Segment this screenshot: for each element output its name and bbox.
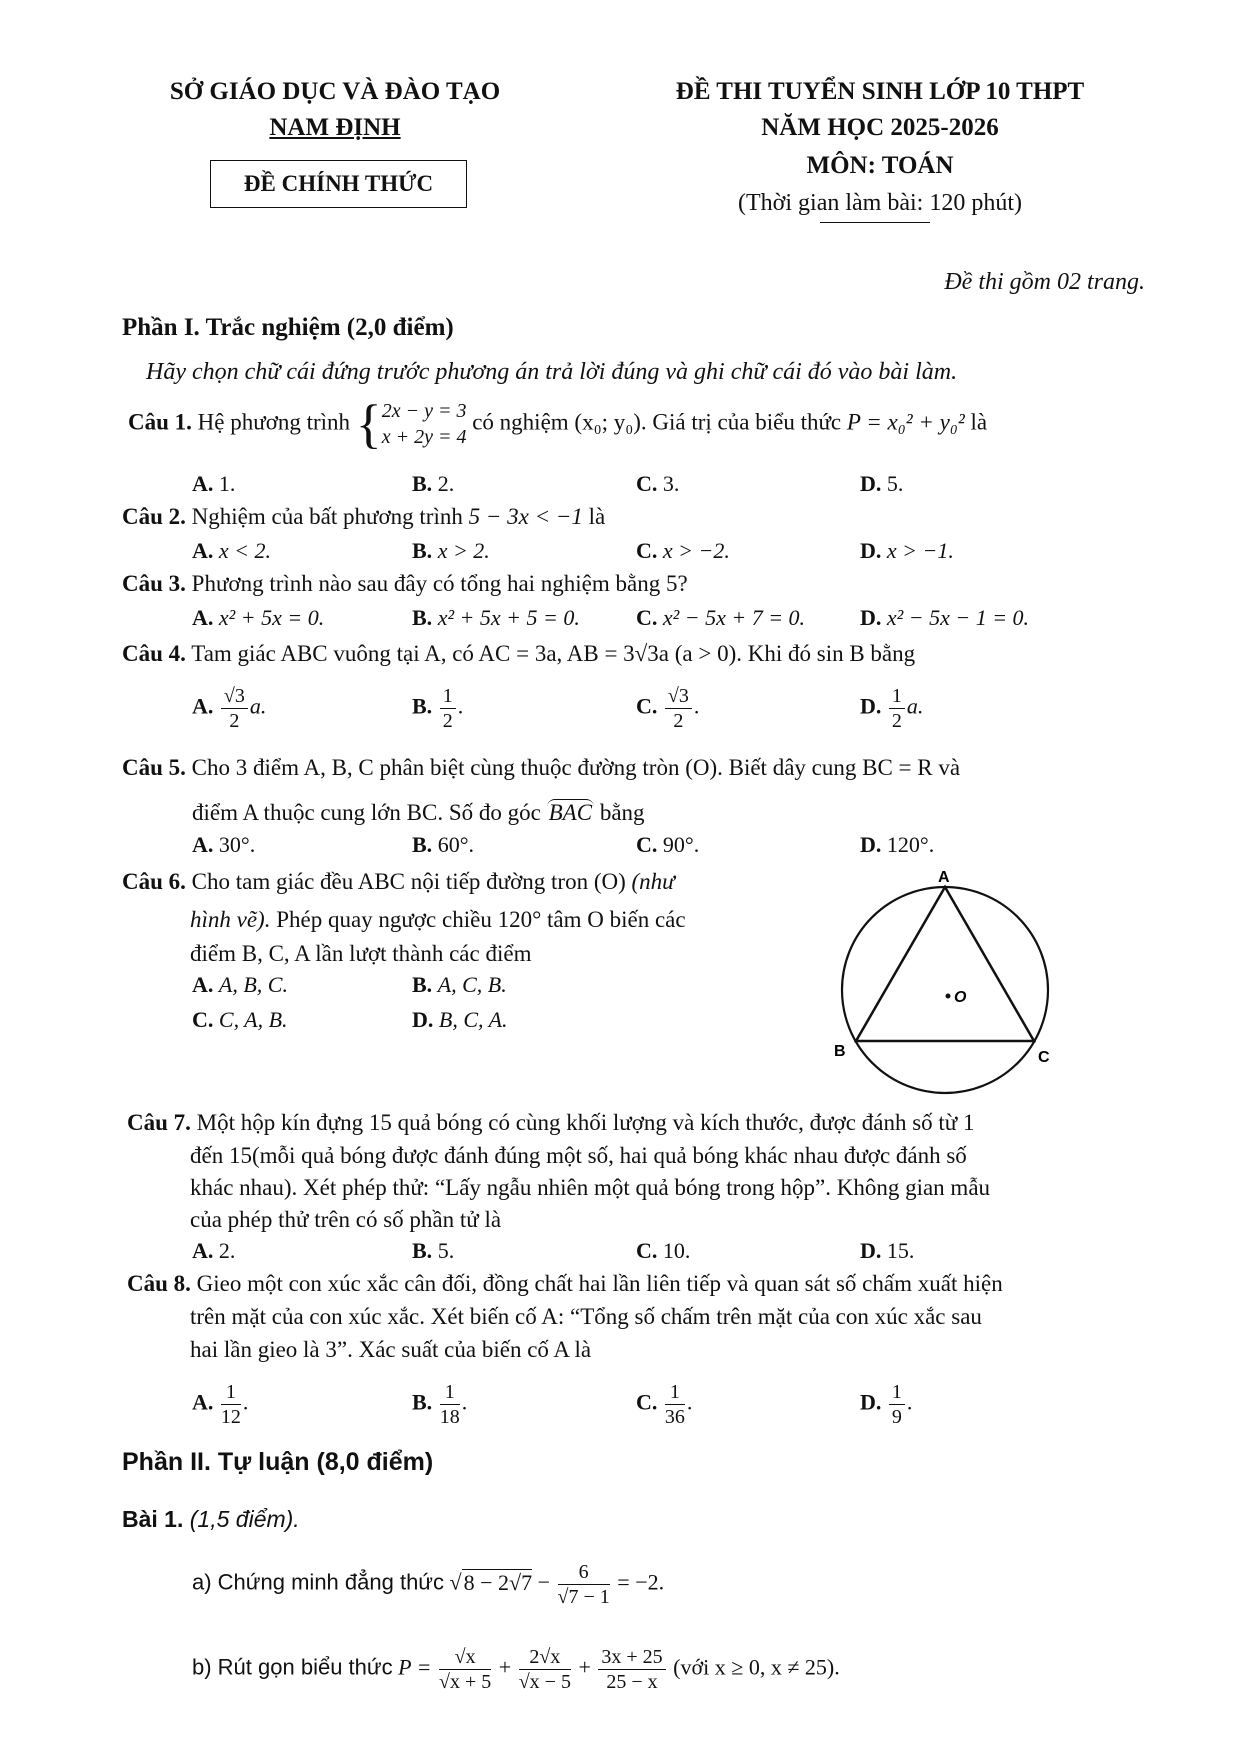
option-letter: A.	[192, 972, 214, 997]
subject: MÔN: TOÁN	[806, 152, 954, 179]
option-text: 3.	[662, 471, 680, 496]
option-text: 90°.	[662, 832, 700, 857]
q8-option-b: B. $\frac{1}{18}$ .	[412, 1381, 468, 1428]
q6-line1-italic: (như	[631, 869, 675, 894]
fraction	[440, 1380, 460, 1429]
q1-system	[382, 398, 467, 450]
fraction	[221, 684, 248, 733]
question-4	[122, 638, 915, 670]
q5-line2-pre: điểm A thuộc cung lớn BC. Số đo góc	[192, 800, 541, 825]
option-text: 60°.	[437, 832, 474, 857]
question-6	[122, 866, 675, 898]
plus-sign: +	[498, 1654, 512, 1680]
q1-option-a	[192, 471, 235, 497]
q8-option-c: C. $\frac{1}{36}$ .	[636, 1381, 693, 1428]
q2-text: Nghiệm của bất phương trình	[191, 504, 463, 529]
q3-label: Câu 3.	[122, 571, 186, 596]
option-letter: C.	[636, 471, 658, 496]
numerator: 1	[440, 684, 456, 709]
q8-option-a: A. $\frac{1}{12}$ .	[192, 1381, 249, 1428]
numerator: √3	[221, 684, 248, 709]
numerator: √3	[665, 684, 692, 709]
question-8	[127, 1268, 1003, 1300]
q2-option-b	[412, 538, 490, 564]
option-letter: C.	[636, 693, 658, 719]
label-o: O	[954, 989, 967, 1006]
q1-option-c	[636, 471, 679, 497]
label-a: A	[938, 869, 950, 886]
option-letter: C.	[636, 538, 658, 563]
bai1-points: (1,5 điểm).	[189, 1506, 300, 1532]
plus-sign: +	[578, 1654, 591, 1680]
option-text: A, C, B.	[437, 972, 507, 997]
q1-option-d	[860, 471, 903, 497]
exam-title: ĐỀ THI TUYỂN SINH LỚP 10 THPT	[675, 78, 1085, 105]
fraction	[558, 1560, 610, 1609]
p-equals: P =	[398, 1654, 432, 1680]
q7-line2: đến 15(mỗi quả bóng được đánh đúng một số, hai quả bóng khác nhau được đánh số	[190, 1143, 967, 1168]
option-letter: C.	[636, 832, 658, 857]
q2-label: Câu 2.	[122, 504, 186, 529]
q4-option-d	[860, 684, 923, 733]
option-letter: B.	[412, 832, 433, 857]
option-text: 2.	[437, 471, 455, 496]
q4-option-a	[192, 684, 266, 733]
pages-note: Đề thi gồm 02 trang.	[944, 269, 1145, 295]
school-year: NĂM HỌC 2025-2026	[761, 114, 999, 141]
denominator: 2	[229, 710, 240, 732]
option-text: 2.	[218, 1238, 236, 1263]
q6-line1: Cho tam giác đều ABC nội tiếp đường tron (O)	[191, 869, 626, 894]
option-tail: .	[693, 693, 700, 719]
fraction-1	[439, 1645, 491, 1694]
q1-eq2: x + 2y = 4	[381, 426, 467, 448]
denominator: √7 − 1	[557, 1586, 610, 1608]
option-text: A, B, C.	[218, 972, 288, 997]
option-letter: C.	[636, 605, 658, 630]
q6-line2-italic: hình vẽ).	[190, 907, 271, 932]
denominator: √x − 5	[518, 1671, 571, 1693]
fraction	[889, 1380, 905, 1429]
numerator: 1	[889, 1380, 905, 1405]
option-letter: A.	[192, 832, 214, 857]
part-a-result: = −2.	[617, 1569, 665, 1595]
option-text: B, C, A.	[438, 1007, 508, 1032]
label-c: C	[1038, 1049, 1050, 1066]
option-letter: D.	[412, 1007, 434, 1032]
q6-line2-text: Phép quay ngược chiều 120° tâm O biến các	[276, 907, 686, 932]
option-letter: B.	[412, 605, 433, 630]
q5-option-b	[412, 832, 474, 858]
option-text: x² − 5x − 1 = 0.	[886, 605, 1030, 630]
option-letter: D.	[860, 1389, 882, 1415]
q3-option-d	[860, 605, 1029, 631]
q1-option-b	[412, 471, 454, 497]
center-point	[946, 994, 951, 999]
option-text: x > −2.	[662, 538, 730, 563]
circle-o	[842, 887, 1048, 1093]
q5-option-a	[192, 832, 255, 858]
bai1-part-b	[192, 1645, 840, 1694]
option-letter: D.	[860, 832, 882, 857]
q7-line4: của phép thử trên có số phần tử là	[190, 1207, 502, 1232]
part1-title: Phần I. Trắc nghiệm (2,0 điểm)	[122, 314, 454, 341]
q7-option-c	[636, 1238, 690, 1264]
option-text: C, A, B.	[218, 1007, 288, 1032]
option-letter: D.	[860, 693, 882, 719]
option-text: x² + 5x + 5 = 0.	[437, 605, 580, 630]
q2-option-a	[192, 538, 271, 564]
province-name: NAM ĐỊNH	[269, 114, 401, 141]
option-letter: D.	[860, 538, 882, 563]
q2-post: là	[588, 504, 606, 529]
option-tail: a.	[906, 693, 924, 719]
q2-option-d	[860, 538, 954, 564]
question-7	[127, 1107, 975, 1139]
part-b-condition: (với x ≥ 0, x ≠ 25).	[673, 1654, 840, 1680]
denominator: 25 − x	[606, 1671, 658, 1693]
option-tail: .	[457, 693, 464, 719]
numerator: 1	[889, 684, 905, 709]
option-text: 30°.	[218, 832, 256, 857]
q7-option-a	[192, 1238, 235, 1264]
q8-option-d: D. $\frac{1}{9}$ .	[860, 1381, 913, 1428]
q5-line1: Cho 3 điểm A, B, C phân biệt cùng thuộc đường tròn (O). Biết dây cung BC = R và	[191, 755, 961, 780]
q7-line3: khác nhau). Xét phép thử: “Lấy ngẫu nhiên một quả bóng trong hộp”. Không gian mẫu	[190, 1175, 991, 1200]
bai1-label: Bài 1.	[122, 1506, 184, 1532]
numerator: 6	[558, 1560, 610, 1585]
q7-option-d	[860, 1238, 914, 1264]
option-letter: C.	[636, 1389, 658, 1415]
option-letter: A.	[192, 605, 214, 630]
q3-option-b	[412, 605, 580, 631]
option-text: 120°.	[886, 832, 935, 857]
time-underline	[820, 222, 930, 223]
option-letter: C.	[636, 1238, 658, 1263]
option-text: 5.	[437, 1238, 455, 1263]
option-letter: B.	[412, 693, 433, 719]
q1-expr: P = x₀² + y₀²	[846, 409, 965, 435]
q5-line2-post: bằng	[599, 800, 645, 825]
q1-label: Câu 1.	[128, 409, 192, 435]
fraction	[665, 1380, 685, 1429]
denominator: 18	[439, 1406, 460, 1428]
option-text: x < 2.	[218, 538, 272, 563]
option-text: 10.	[662, 1238, 691, 1263]
question-5	[122, 752, 960, 784]
numerator: 1	[440, 1380, 460, 1405]
q4-label: Câu 4.	[122, 641, 186, 666]
option-text: x > −1.	[886, 538, 954, 563]
option-text: 15.	[886, 1238, 915, 1263]
q8-line2: trên mặt của con xúc xắc. Xét biến cố A: “Tổng số chấm trên mặt của con xúc xắc sau	[190, 1304, 982, 1329]
part1-instruction: Hãy chọn chữ cái đứng trước phương án trả lời đúng và ghi chữ cái đó vào bài làm.	[146, 359, 958, 385]
q5-label: Câu 5.	[122, 755, 186, 780]
fraction	[221, 1380, 241, 1429]
q6-option-a	[192, 972, 288, 998]
option-letter: A.	[192, 471, 214, 496]
option-text: x² − 5x + 7 = 0.	[662, 605, 806, 630]
numerator: 2√x	[519, 1645, 571, 1670]
option-letter: D.	[860, 1238, 882, 1263]
numerator: √x	[439, 1645, 491, 1670]
option-letter: D.	[860, 471, 882, 496]
denominator: 36	[664, 1406, 685, 1428]
numerator: 3x + 25	[598, 1645, 665, 1670]
q7-option-b	[412, 1238, 454, 1264]
q7-line1: Một hộp kín đựng 15 quả bóng có cùng khối lượng và kích thước, được đánh số từ 1	[196, 1110, 975, 1135]
denominator: 2	[891, 710, 902, 732]
q1-post: là	[970, 409, 988, 435]
option-text: x > 2.	[437, 538, 490, 563]
sqrt-radicand: 8 − 2√7	[463, 1569, 533, 1595]
option-text: 1.	[218, 471, 236, 496]
q3-text: Phương trình nào sau đây có tổng hai nghiệm bằng 5?	[191, 571, 688, 596]
numerator: 1	[221, 1380, 241, 1405]
q5-option-d	[860, 832, 934, 858]
q5-option-c	[636, 832, 699, 858]
q1-pre: Hệ phương trình	[197, 409, 351, 435]
denominator: √x + 5	[439, 1671, 492, 1693]
q6-option-b	[412, 972, 507, 998]
angle-bac: BAC	[548, 800, 593, 825]
denominator: 9	[891, 1406, 902, 1428]
option-letter: A.	[192, 1389, 214, 1415]
q8-line1: Gieo một con xúc xắc cân đối, đồng chất hai lần liên tiếp và quan sát số chấm xuất hiện	[196, 1271, 1003, 1296]
q6-line2	[190, 904, 686, 936]
system-brace: {	[355, 394, 382, 454]
q6-figure	[830, 868, 1060, 1098]
fraction	[440, 684, 456, 733]
denominator: 2	[442, 710, 453, 732]
q6-option-d	[412, 1007, 508, 1033]
option-letter: B.	[412, 1238, 433, 1263]
minus-sign: −	[537, 1569, 551, 1595]
fraction-2	[519, 1645, 571, 1694]
triangle-abc	[856, 887, 1034, 1041]
part-b-text: b) Rút gọn biểu thức	[192, 1654, 393, 1680]
q5-line2	[192, 797, 645, 829]
part2-title: Phần II. Tự luận (8,0 điểm)	[122, 1448, 434, 1476]
bai1-part-a: a) Chứng minh đẳng thức √8 − 2√7 − $\frac{6}{√7 - 1}$ = −2.	[192, 1561, 665, 1608]
q1-mid: có nghiệm (x₀; y₀). Giá trị của biểu thức	[472, 409, 842, 435]
q2-expr: 5 − 3x < −1	[468, 504, 583, 529]
question-1	[128, 394, 988, 454]
q6-label: Câu 6.	[122, 869, 186, 894]
time-limit: (Thời gian làm bài: 120 phút)	[738, 190, 1022, 216]
q4-text: Tam giác ABC vuông tại A, có AC = 3a, AB = 3√3a (a > 0). Khi đó sin B bằng	[191, 641, 916, 666]
bai1-heading	[122, 1506, 300, 1533]
option-letter: B.	[412, 471, 433, 496]
option-text: x² + 5x = 0.	[218, 605, 325, 630]
q8-label: Câu 8.	[127, 1271, 191, 1296]
option-letter: A.	[192, 1238, 214, 1263]
q3-option-a	[192, 605, 324, 631]
q8-line3: hai lần gieo là 3”. Xác suất của biến cố A là	[190, 1337, 592, 1362]
label-b: B	[834, 1043, 846, 1060]
dept-name: SỞ GIÁO DỤC VÀ ĐÀO TẠO	[169, 78, 501, 105]
option-letter: B.	[412, 1389, 433, 1415]
fraction	[665, 684, 692, 733]
fraction	[889, 684, 905, 733]
option-letter: B.	[412, 538, 433, 563]
numerator: 1	[665, 1380, 685, 1405]
q1-eq1: 2x − y = 3	[381, 400, 467, 422]
q3-option-c	[636, 605, 805, 631]
option-letter: A.	[192, 538, 214, 563]
q4-option-b	[412, 684, 463, 733]
option-letter: A.	[192, 693, 214, 719]
denominator: 12	[220, 1406, 241, 1428]
official-box: ĐỀ CHÍNH THỨC	[210, 160, 467, 208]
option-tail: a.	[249, 693, 267, 719]
question-2	[122, 501, 605, 533]
q4-option-c	[636, 684, 699, 733]
q6-option-c	[192, 1007, 288, 1033]
denominator: 2	[673, 710, 684, 732]
option-letter: B.	[412, 972, 433, 997]
question-3	[122, 568, 688, 600]
option-letter: D.	[860, 605, 882, 630]
q2-option-c	[636, 538, 730, 564]
q6-line3: điểm B, C, A lần lượt thành các điểm	[190, 941, 532, 966]
q7-label: Câu 7.	[127, 1110, 191, 1135]
fraction-3	[598, 1645, 665, 1694]
part-a-text: a) Chứng minh đẳng thức	[192, 1569, 445, 1595]
option-text: 5.	[886, 471, 904, 496]
option-letter: C.	[192, 1007, 214, 1032]
